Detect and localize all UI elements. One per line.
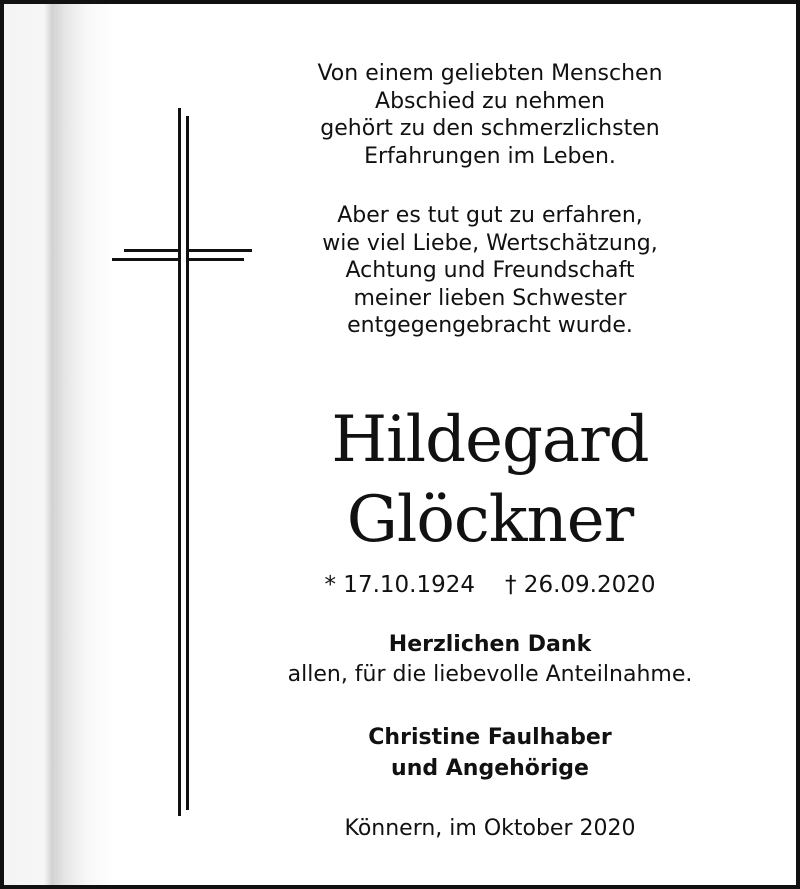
verse-line: gehört zu den schmerzlichsten bbox=[320, 116, 660, 141]
verse-line: entgegengebracht wurde. bbox=[347, 313, 633, 338]
verse-line: wie viel Liebe, Wertschätzung, bbox=[322, 230, 658, 256]
verse-stanza-1 bbox=[256, 60, 724, 170]
verse-line: Von einem geliebten Menschen bbox=[317, 61, 663, 86]
verse-line: Erfahrungen im Leben. bbox=[364, 143, 616, 169]
life-dates bbox=[256, 570, 724, 600]
signature-relatives: und Angehörige bbox=[391, 756, 589, 781]
thanks-text: allen, für die liebevolle Anteilnahme. bbox=[287, 662, 693, 687]
first-name: Hildegard bbox=[331, 403, 649, 477]
thanks-heading: Herzlichen Dank bbox=[388, 632, 592, 657]
verse-line: Achtung und Freundschaft bbox=[345, 258, 635, 283]
birth-date: * 17.10.1924 bbox=[324, 572, 475, 598]
verse-line: Aber es tut gut zu erfahren, bbox=[337, 203, 643, 228]
death-date: † 26.09.2020 bbox=[505, 572, 656, 598]
cross-icon bbox=[4, 4, 264, 889]
place-date: Könnern, im Oktober 2020 bbox=[344, 816, 636, 841]
verse-line: Abschied zu nehmen bbox=[375, 88, 605, 114]
thanks-block bbox=[256, 630, 724, 690]
signature-name: Christine Faulhaber bbox=[368, 725, 612, 750]
deceased-name bbox=[256, 400, 724, 560]
signature-block bbox=[256, 722, 724, 784]
verse-stanza-2 bbox=[256, 202, 724, 340]
verse-line: meiner lieben Schwester bbox=[353, 285, 627, 311]
last-name: Glöckner bbox=[346, 483, 634, 557]
